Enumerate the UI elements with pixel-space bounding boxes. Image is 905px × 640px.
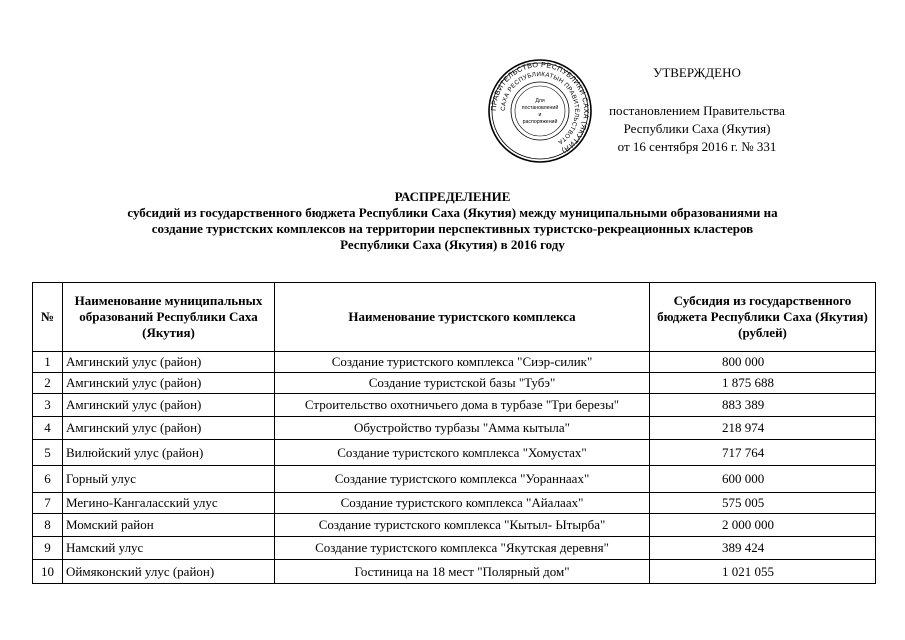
row-number: 7 [33, 493, 63, 514]
table-row [33, 417, 876, 440]
seal-center-line: Для [535, 98, 545, 104]
table-row [33, 440, 876, 466]
table-row [33, 394, 876, 417]
approval-line: постановлением Правительства [609, 103, 785, 118]
table-header-row [33, 283, 876, 352]
row-municipality: Амгинский улус (район) [63, 417, 275, 440]
table-row [33, 560, 876, 584]
document-subtitle-line: создание туристских комплексов на территории перспективных туристско-рекреационных кластеров [151, 221, 754, 236]
row-complex: Создание туристской базы "Тубэ" [275, 373, 650, 394]
row-complex: Гостиница на 18 мест "Полярный дом" [275, 560, 650, 584]
table-row [33, 466, 876, 493]
seal-center-line: постановлений [521, 105, 559, 111]
approval-block [592, 64, 802, 156]
row-municipality: Амгинский улус (район) [63, 394, 275, 417]
row-number: 2 [33, 373, 63, 394]
seal-outer-text: ПРАВИТЕЛЬСТВО РЕСПУБЛИКИ САХА (ЯКУТИЯ) [488, 59, 592, 156]
row-subsidy: 2 000 000 [650, 514, 876, 537]
table-row [33, 537, 876, 560]
row-number: 6 [33, 466, 63, 493]
row-subsidy: 575 005 [650, 493, 876, 514]
official-seal-stamp [487, 58, 593, 164]
row-subsidy: 717 764 [650, 440, 876, 466]
header-municipality: Наименование муниципальных образований Республики Саха (Якутия) [63, 283, 275, 352]
row-municipality: Мегино-Кангаласский улус [63, 493, 275, 514]
row-municipality: Амгинский улус (район) [63, 352, 275, 373]
row-number: 9 [33, 537, 63, 560]
approval-line: Республики Саха (Якутия) [623, 121, 771, 136]
document-subtitle-line: Республики Саха (Якутия) в 2016 году [340, 237, 565, 252]
subsidy-distribution-table [32, 282, 876, 584]
row-complex: Создание туристского комплекса "Сиэр-силик" [275, 352, 650, 373]
row-complex: Создание туристского комплекса "Кытыл- Ытырба" [275, 514, 650, 537]
header-number: № [33, 283, 63, 352]
row-number: 10 [33, 560, 63, 584]
document-subtitle-line: субсидий из государственного бюджета Республики Саха (Якутия) между муниципальными образованиями на [127, 205, 778, 220]
row-municipality: Оймяконский улус (район) [63, 560, 275, 584]
header-complex: Наименование туристского комплекса [275, 283, 650, 352]
row-subsidy: 218 974 [650, 417, 876, 440]
approval-title: УТВЕРЖДЕНО [653, 65, 741, 80]
table-row [33, 514, 876, 537]
header-subsidy: Субсидия из государственного бюджета Республики Саха (Якутия) (рублей) [650, 283, 876, 352]
row-complex: Создание туристского комплекса "Уораннаах" [275, 466, 650, 493]
row-number: 5 [33, 440, 63, 466]
row-subsidy: 883 389 [650, 394, 876, 417]
table-row [33, 493, 876, 514]
row-complex: Создание туристского комплекса "Айалаах" [275, 493, 650, 514]
row-subsidy: 800 000 [650, 352, 876, 373]
seal-center-line: и [538, 112, 542, 118]
approval-line: от 16 сентября 2016 г. № 331 [617, 139, 777, 154]
row-number: 4 [33, 417, 63, 440]
document-title: РАСПРЕДЕЛЕНИЕ [394, 189, 511, 204]
row-subsidy: 389 424 [650, 537, 876, 560]
row-municipality: Амгинский улус (район) [63, 373, 275, 394]
document-heading [30, 189, 875, 253]
row-number: 8 [33, 514, 63, 537]
row-subsidy: 600 000 [650, 466, 876, 493]
row-subsidy: 1 875 688 [650, 373, 876, 394]
row-municipality: Вилюйский улус (район) [63, 440, 275, 466]
row-number: 3 [33, 394, 63, 417]
seal-center-line: распоряжений [522, 119, 558, 125]
table-row [33, 373, 876, 394]
row-subsidy: 1 021 055 [650, 560, 876, 584]
row-municipality: Намский улус [63, 537, 275, 560]
row-complex: Обустройство турбазы "Амма кытыла" [275, 417, 650, 440]
row-complex: Создание туристского комплекса "Якутская деревня" [275, 537, 650, 560]
table-row [33, 352, 876, 373]
row-number: 1 [33, 352, 63, 373]
row-complex: Строительство охотничьего дома в турбазе "Три березы" [275, 394, 650, 417]
row-complex: Создание туристского комплекса "Хомустах" [275, 440, 650, 466]
row-municipality: Горный улус [63, 466, 275, 493]
row-municipality: Момский район [63, 514, 275, 537]
seal-inner-text: САХА РЕСПУБЛИКАТЫН ПРАВИТЕЛЬСТВОТА [499, 70, 581, 146]
